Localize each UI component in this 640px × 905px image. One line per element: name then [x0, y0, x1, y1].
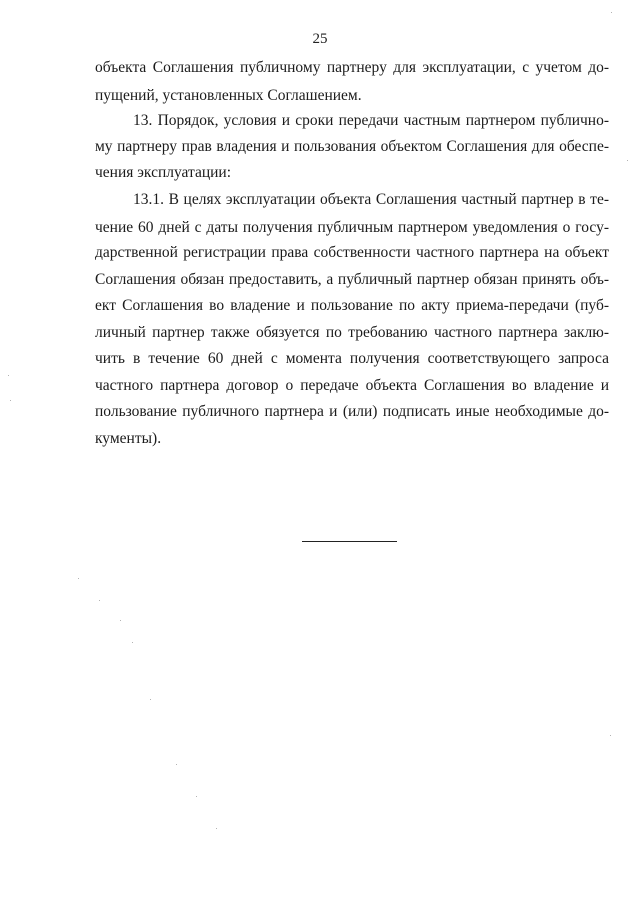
text-line: Соглашения обязан предоставить, а публичный партнер обязан принять объ- [95, 271, 609, 288]
scan-speck [196, 796, 197, 797]
text-line: чения эксплуатации: [95, 164, 232, 181]
end-rule [302, 541, 397, 542]
scan-speck [216, 828, 217, 829]
text-line: чение 60 дней с даты получения публичным партнером уведомления о госу- [95, 219, 609, 236]
scan-speck [78, 578, 79, 579]
text-line: му партнеру прав владения и пользования объектом Соглашения для обеспе- [95, 138, 609, 155]
scan-speck [8, 375, 9, 376]
text-line: частного партнера договор о передаче объекта Соглашения во владение и [95, 377, 609, 394]
scan-speck [99, 600, 100, 601]
scan-speck [10, 400, 11, 401]
text-line: 13.1. В целях эксплуатации объекта Соглашения частный партнер в те- [133, 191, 609, 208]
scan-speck [132, 642, 133, 643]
text-line: 13. Порядок, условия и сроки передачи частным партнером публично- [133, 112, 609, 129]
scan-speck [627, 160, 628, 161]
text-line: личный партнер также обязуется по требованию частного партнера заклю- [95, 324, 609, 341]
text-line: ект Соглашения во владение и пользование по акту приема-передачи (пуб- [95, 297, 609, 314]
scan-speck [610, 735, 611, 736]
scan-speck [150, 699, 151, 700]
text-line: объекта Соглашения публичному партнеру для эксплуатации, с учетом до- [95, 59, 609, 76]
text-line: чить в течение 60 дней с момента получения соответствующего запроса [95, 350, 609, 367]
text-line: пущений, установленных Соглашением. [95, 87, 362, 104]
text-line: пользование публичного партнера и (или) подписать иные необходимые до- [95, 403, 609, 420]
text-line: дарственной регистрации права собственности частного партнера на объект [95, 244, 609, 261]
text-line: кументы). [95, 430, 162, 447]
page-number: 25 [312, 31, 328, 47]
scan-speck [611, 12, 612, 13]
scan-speck [120, 620, 121, 621]
scan-speck [176, 764, 177, 765]
